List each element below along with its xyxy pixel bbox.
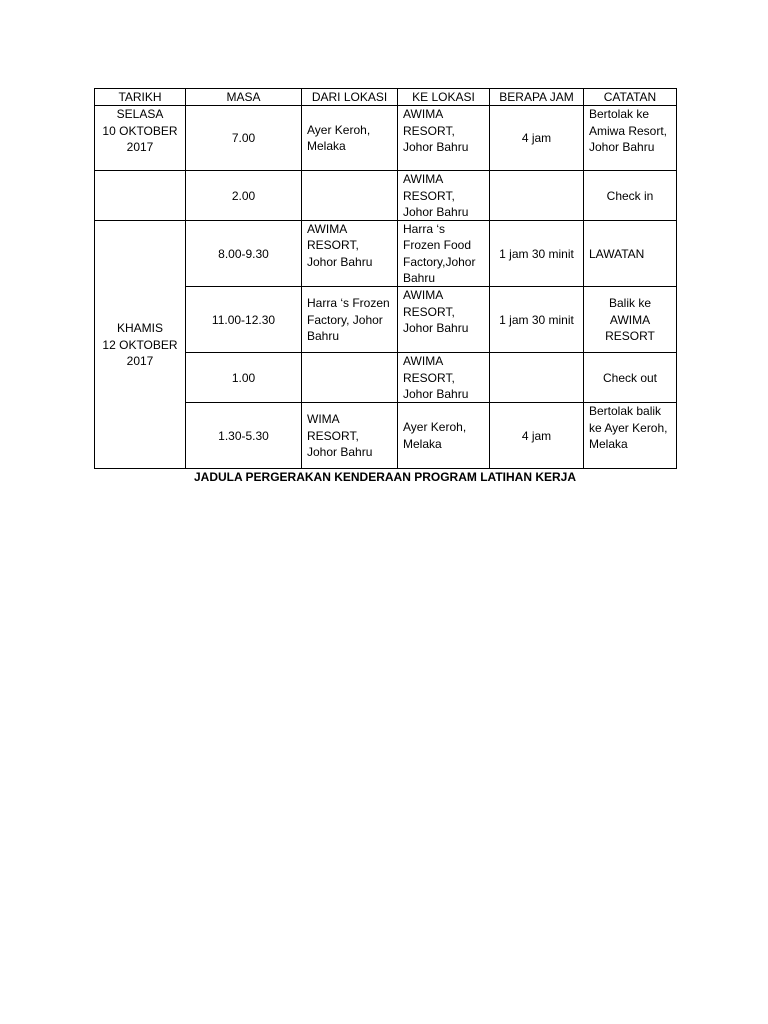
schedule-table xyxy=(94,88,677,469)
table-row xyxy=(95,171,677,221)
cell-dari-lokasi xyxy=(302,171,398,221)
header-catatan: CATATAN xyxy=(584,89,677,106)
cell-dari-lokasi: AWIMA RESORT, Johor Bahru xyxy=(302,221,398,287)
cell-masa: 2.00 xyxy=(186,171,302,221)
cell-catatan: LAWATAN xyxy=(584,221,677,287)
cell-tarikh xyxy=(95,171,186,221)
cell-dari-lokasi xyxy=(302,353,398,403)
header-berapa-jam: BERAPA JAM xyxy=(490,89,584,106)
cell-berapa-jam: 1 jam 30 minit xyxy=(490,221,584,287)
cell-ke-lokasi: AWIMA RESORT, Johor Bahru xyxy=(398,171,490,221)
cell-ke-lokasi: AWIMA RESORT, Johor Bahru xyxy=(398,287,490,353)
cell-dari-lokasi: WIMA RESORT, Johor Bahru xyxy=(302,403,398,469)
cell-berapa-jam xyxy=(490,171,584,221)
cell-masa: 7.00 xyxy=(186,106,302,171)
cell-catatan: Bertolak ke Amiwa Resort, Johor Bahru xyxy=(584,106,677,171)
cell-dari-lokasi: Ayer Keroh, Melaka xyxy=(302,106,398,171)
cell-dari-lokasi: Harra ‘s Frozen Factory, Johor Bahru xyxy=(302,287,398,353)
cell-berapa-jam xyxy=(490,353,584,403)
cell-masa: 1.30-5.30 xyxy=(186,403,302,469)
cell-masa: 8.00-9.30 xyxy=(186,221,302,287)
cell-masa: 11.00-12.30 xyxy=(186,287,302,353)
table-row xyxy=(95,106,677,171)
cell-masa: 1.00 xyxy=(186,353,302,403)
header-dari-lokasi: DARI LOKASI xyxy=(302,89,398,106)
cell-tarikh: SELASA 10 OKTOBER 2017 xyxy=(95,106,186,171)
cell-berapa-jam: 4 jam xyxy=(490,403,584,469)
table-row xyxy=(95,221,677,287)
cell-berapa-jam: 1 jam 30 minit xyxy=(490,287,584,353)
header-tarikh: TARIKH xyxy=(95,89,186,106)
table-header-row xyxy=(95,89,677,106)
cell-ke-lokasi: Ayer Keroh, Melaka xyxy=(398,403,490,469)
cell-ke-lokasi: AWIMA RESORT, Johor Bahru xyxy=(398,353,490,403)
cell-ke-lokasi: Harra ‘s Frozen Food Factory,Johor Bahru xyxy=(398,221,490,287)
cell-catatan: Balik ke AWIMA RESORT xyxy=(584,287,677,353)
cell-catatan: Bertolak balik ke Ayer Keroh, Melaka xyxy=(584,403,677,469)
cell-catatan: Check out xyxy=(584,353,677,403)
table-caption: JADULA PERGERAKAN KENDERAAN PROGRAM LATIHAN KERJA xyxy=(193,470,576,484)
cell-berapa-jam: 4 jam xyxy=(490,106,584,171)
cell-ke-lokasi: AWIMA RESORT, Johor Bahru xyxy=(398,106,490,171)
header-masa: MASA xyxy=(186,89,302,106)
cell-tarikh: KHAMIS 12 OKTOBER 2017 xyxy=(95,221,186,469)
cell-catatan: Check in xyxy=(584,171,677,221)
header-ke-lokasi: KE LOKASI xyxy=(398,89,490,106)
